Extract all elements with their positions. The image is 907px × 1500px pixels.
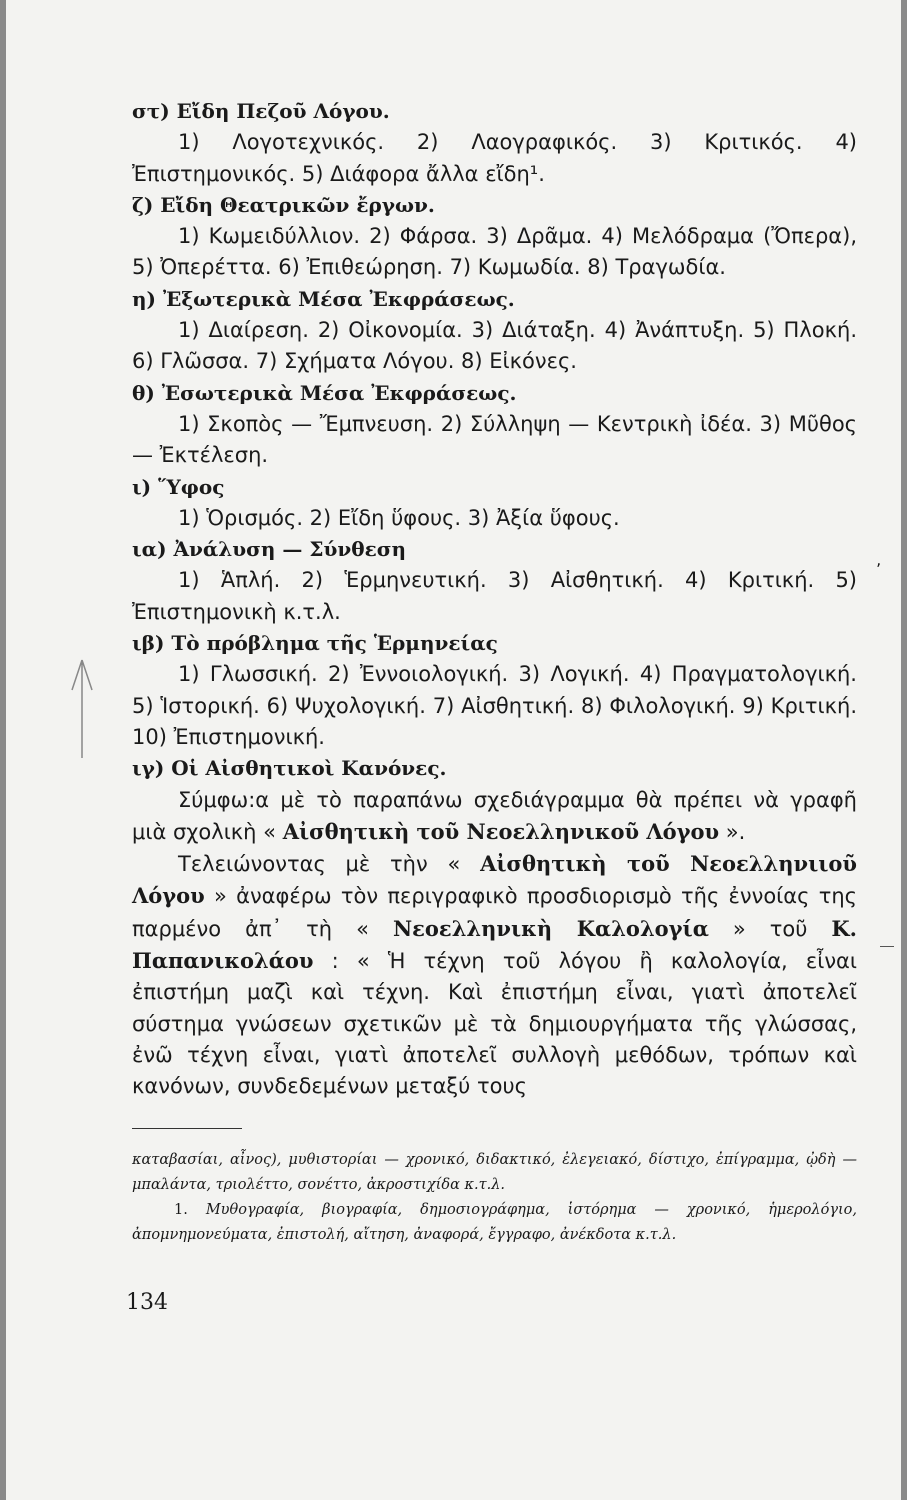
text-run: 1) Σκοπὸς — Ἔμπνευση. 2) Σύλληψη — Κεντρικὴ ἰδέα. 3) Μῦθος — Ἐκτέλεση. — [132, 411, 857, 468]
text-run: ». — [719, 819, 746, 844]
text-run: ιγ) Οἱ Αἰσθητικοὶ Κανόνες. — [132, 756, 447, 781]
text-run: 1) Διαίρεση. 2) Οἰκονομία. 3) Διάταξη. 4) Ἀνάπτυξη. 5) Πλοκή. 6) Γλῶσσα. 7) Σχήματα Λόγου. 8) Εἰκόνες. — [132, 318, 857, 374]
footnote-number: 1. — [174, 1202, 206, 1218]
paragraph — [132, 848, 857, 1102]
section-heading — [132, 534, 857, 565]
footnote-rule — [132, 1128, 242, 1129]
section-heading — [132, 628, 857, 659]
paragraph — [132, 315, 857, 378]
section-heading — [132, 96, 857, 127]
text-run: » τοῦ — [708, 916, 832, 941]
text-run: θ) Ἐσωτερικὰ Μέσα Ἐκφράσεως. — [132, 380, 517, 405]
footnote — [132, 1198, 857, 1248]
section-heading — [132, 472, 857, 503]
bold-title: Αἰσθητικὴ τοῦ Νεοελληνικοῦ Λόγου — [282, 818, 720, 844]
text-run: 1) Κωμειδύλλιον. 2) Φάρσα. 3) Δρᾶμα. 4) Μελόδραμα (Ὄπερα), 5) Ὀπερέττα. 6) Ἐπιθεώρηση. 7) Κωμωδία. 8) Τραγωδία. — [132, 224, 857, 280]
footnote-text: Μυθογραφία, βιογραφία, δημοσιογράφημα, ἱστόρημα — χρονικό, ἡμερολόγιο, ἀπομνημονεύματα, ἐπιστολή, αἴτηση, ἀναφορά, ἔγγραφο, ἀνέκδοτα κ.τ.λ. — [132, 1202, 858, 1243]
bold-title: Κ. Παπανικολάου — [132, 915, 857, 974]
footnote — [132, 1148, 857, 1198]
text-run: ζ) Εἴδη Θεατρικῶν ἔργων. — [132, 192, 435, 217]
bold-title: Αἰσθητικὴ τοῦ Νεοελληνιιοῦ Λόγου — [132, 851, 857, 909]
section-heading — [132, 284, 857, 315]
paragraph — [132, 659, 857, 753]
pencil-margin-mark — [68, 650, 98, 760]
text-run: 1) Ἁπλή. 2) Ἑρμηνευτική. 3) Αἰσθητική. 4) Κριτική. 5) Ἐπιστημονικὴ κ.τ.λ. — [132, 568, 857, 624]
text-run: στ) Εἴδη Πεζοῦ Λόγου. — [132, 99, 390, 123]
text-run: Τελειώνοντας μὲ τὴν « — [178, 852, 481, 877]
text-run: 1) Λογοτεχνικός. 2) Λαογραφικός. 3) Κριτικός. 4) Ἐπιστημονικός. 5) Διάφορα ἄλλα εἴδη¹. — [132, 130, 857, 186]
paragraph — [132, 565, 857, 628]
page-number: 134 — [126, 1290, 168, 1315]
body-text — [132, 96, 857, 1103]
text-run: η) Ἐξωτερικὰ Μέσα Ἐκφράσεως. — [132, 286, 515, 311]
section-heading — [132, 378, 857, 409]
paragraph — [132, 409, 857, 472]
section-heading — [132, 190, 857, 221]
footnotes — [132, 1148, 857, 1248]
section-heading — [132, 753, 857, 784]
paragraph — [132, 127, 857, 190]
text-run: 1) Γλωσσική. 2) Ἐννοιολογική. 3) Λογική. 4) Πραγματολογική. 5) Ἱστορική. 6) Ψυχολογική. 7) Αἰσθητική. 8) Φιλολογική. 9) Κριτική. 10) Ἐπιστημονική. — [132, 662, 857, 749]
margin-dot: ʼ — [876, 560, 882, 579]
book-page — [6, 0, 901, 1500]
margin-dash — [880, 946, 894, 947]
footnote-text: καταβασίαι, αἶνος), μυθιστορίαι — χρονικό, διδακτικό, ἐλεγειακό, δίστιχο, ἐπίγραμμα, ᾠδὴ — μπαλάντα, τριολέττο, σονέττο, ἀκροστιχίδα κ.τ.λ. — [132, 1152, 857, 1193]
text-run: ια) Ἀνάλυση — Σύνθεση — [132, 537, 407, 562]
text-run: : « Ἡ τέχνη τοῦ λόγου ἢ καλολογία, εἶναι ἐπιστήμη μαζὶ καὶ τέχνη. Καὶ ἐπιστήμη εἶναι, γιατὶ ἀποτελεῖ σύστημα γνώσεων σχετικῶν μὲ τὰ δημιουργήματα τῆς γλώσσας, ἐνῶ τέχνη εἶναι, γιατὶ ἀποτελεῖ συλλογὴ μεθόδων, τρόπων καὶ κανόνων, συνδεδεμένων μεταξύ τους — [132, 949, 857, 1099]
bold-title: Νεοελληνικὴ Καλολογία — [392, 915, 709, 941]
text-run: » ἀναφέρω τὸν περιγραφικὸ προσδιορισμὸ τῆς ἐννοίας της παρμένο ἀπ᾿ τὴ « — [132, 884, 857, 941]
text-run: Σύμφω:α μὲ τὸ παραπάνω σχεδιάγραμμα θὰ πρέπει νὰ γραφῆ μιὰ σχολικὴ « — [132, 787, 857, 844]
text-run: ι) Ὕφος — [132, 474, 225, 499]
paragraph — [132, 221, 857, 284]
text-run: 1) Ὁρισμός. 2) Εἴδη ὕφους. 3) Ἀξία ὕφους. — [178, 505, 620, 530]
text-run: ιβ) Τὸ πρόβλημα τῆς Ἑρμηνείας — [132, 631, 498, 656]
paragraph — [132, 503, 857, 534]
paragraph — [132, 785, 857, 849]
